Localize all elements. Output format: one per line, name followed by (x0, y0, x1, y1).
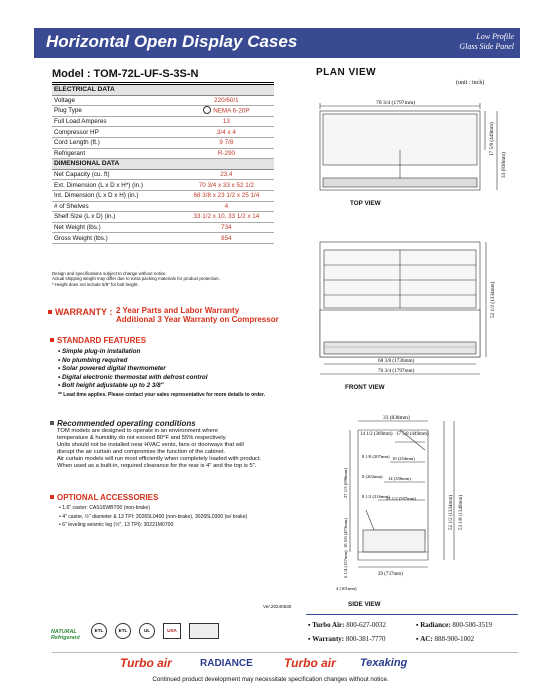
lead-time-note: ** Lead time applies. Please contact your sales representative for more details to order. (58, 391, 266, 398)
subtitle-line-1: Low Profile (476, 32, 514, 41)
plug-icon (203, 106, 211, 114)
side-view-h3: 6 1/4 (157mm) (343, 550, 348, 578)
plan-view-title: PLAN VIEW (316, 67, 377, 78)
side-view-shelf-1a: 8 1/8 (207mm) (362, 454, 390, 459)
operating-conditions-text: TOM models are designed to operate in an environment where temperature & humidity do not exceed 80°F and 55% respectively. Units should not be installed near HVAC vents, fans or doorways that will disrupt the air curtain and compromise the function of the cabinet. Air curtain models will run most efficiently when completely loaded with product. When used as a built-in, required clearance for the rear is 4" and the top is 5". (57, 428, 262, 469)
top-view-drawing (320, 103, 497, 190)
list-item: • Solar powered digital thermometer (58, 365, 166, 373)
bullet-square-icon (50, 495, 54, 499)
accessories-list (59, 504, 247, 530)
front-view-drawing (320, 242, 486, 374)
list-item: • 4" caster, ½" diameter & 13 TPI: 30265L0400 (non-brake), 30265L0300 (w/ brake) (59, 513, 248, 520)
spec-table (52, 84, 274, 244)
ul-logo: UL (139, 623, 155, 639)
unit-note: (unit : inch) (456, 80, 485, 86)
front-view-caption: FRONT VIEW (345, 384, 385, 391)
energy-badge-icon (189, 623, 219, 639)
contact-radiance: ▪ Radiance: 800-500-3519 (416, 621, 492, 629)
etl-sanitation-logo: ETL (115, 623, 131, 639)
list-item: • Bolt height adjustable up to 2 3/8" (58, 382, 164, 390)
spec-notes: Design and specifications subject to change without notice. Actual shipping weight may differ due to extra packing materials for product protection. * Height does not include 5/8" for bolt height. (52, 271, 220, 287)
electrical-data-header: ELECTRICAL DATA (52, 85, 274, 96)
spec-row: Full Load Amperes 13 (52, 116, 274, 127)
bullet-square-icon (50, 338, 54, 342)
side-view-h4: 4 (101mm) (336, 586, 357, 591)
side-view-total-b: 53 1/8 (1349mm) (459, 495, 464, 530)
spec-row: Int. Dimension (L x D x H) (in.) 68 3/8 x 23 1/2 x 25 1/4 (52, 190, 274, 201)
bullet-square-icon (48, 310, 52, 314)
top-view-caption: TOP VIEW (350, 200, 381, 207)
contact-block (306, 614, 518, 650)
spec-row: # of Shelves 4 (52, 201, 274, 212)
top-view-width: 70 3/4 (1797mm) (376, 100, 416, 106)
standard-features-title: STANDARD FEATURES (50, 336, 146, 345)
spec-row: Refrigerant R-290 (52, 148, 274, 159)
side-view-shelf-2a: 8 (202mm) (362, 474, 383, 479)
top-view-depth-b: 33 (838mm) (501, 152, 507, 178)
brand-divider (52, 652, 518, 653)
dimensional-data-header: DIMENSIONAL DATA (52, 159, 274, 170)
warranty-line-1: 2 Year Parts and Labor Warranty (116, 306, 240, 315)
texaking-logo: Texaking (360, 657, 408, 669)
side-view-shelf-3a: 8 1/2 (216mm) (362, 494, 390, 499)
spec-row: Cord Length (ft.) 9 7/8 (52, 137, 274, 148)
turbo-air-logo: Turbo air (120, 656, 172, 670)
front-view-width: 70 3/4 (1797mm) (378, 368, 415, 374)
natural-refrigerant-logo: NATURAL Refrigerant (51, 629, 80, 641)
warranty-label: WARRANTY : (48, 307, 112, 317)
side-view-h2: 18 5/8 (473mm) (343, 518, 348, 548)
side-view-top-a: 14 1/2 (369mm) (360, 432, 393, 437)
spec-row: Plug Type NEMA 6-20P (52, 106, 274, 117)
optional-accessories-title: OPTIONAL ACCESSORIES (50, 493, 158, 502)
front-view-inner-width: 68 3/8 (1736mm) (378, 358, 415, 364)
standard-features-list (58, 348, 265, 400)
turbo-air-logo-2: Turbo air (284, 656, 336, 670)
spec-row: Net Capacity (cu. ft) 23.4 (52, 169, 274, 180)
side-view-depth: 33 (838mm) (383, 415, 410, 421)
side-view-caption: SIDE VIEW (348, 601, 381, 608)
spec-row: Net Weight (lbs.) 734 (52, 222, 274, 233)
warranty-line-2: Additional 3 Year Warranty on Compressor (116, 315, 279, 324)
list-item: • 1.6" caster: CAS16WBT00 (non-brake) (59, 505, 151, 511)
contact-warranty: ▪ Warranty: 800-381-7770 (308, 635, 386, 643)
spec-row: Compressor HP 3/4 x 4 (52, 127, 274, 138)
side-view-total-a: 52 1/2 (1334mm) (449, 495, 454, 530)
etl-logo: ETL (91, 623, 107, 639)
spec-row: Ext. Dimension (L x D x H*) (in.) 70 3/4 x 33 x 52 1/2 (52, 180, 274, 191)
list-item: • No plumbing required (58, 356, 128, 364)
list-item: • Simple plug-in installation (58, 348, 141, 355)
contact-ac: ▪ AC: 888-900-1002 (416, 635, 475, 643)
side-view-base: 29 (737mm) (378, 572, 403, 577)
page-title: Horizontal Open Display Cases (46, 32, 298, 51)
usa-logo: USA (163, 623, 181, 639)
top-view-depth-a: 17 5/8 (449mm) (489, 122, 495, 156)
footer-note: Continued product development may necessitate specification changes without notice. (152, 676, 389, 683)
subtitle-line-2: Glass Side Panel (459, 42, 514, 51)
page-header (34, 28, 520, 58)
radiance-logo: RADIANCE (200, 658, 253, 669)
front-view-height: 52 1/2 (1334mm) (490, 281, 496, 318)
bullet-square-icon (50, 421, 54, 425)
spec-row: Shelf Size (L x D) (in.) 33 1/2 x 10, 33 1/2 x 14 (52, 212, 274, 223)
side-view-shelf-3b: 23 1/2 (597mm) (386, 496, 416, 501)
model-number: Model : TOM-72L-UF-S-3S-N (52, 68, 199, 80)
side-view-shelf-2b: 14 (356mm) (388, 476, 411, 481)
spec-row: Gross Weight (lbs.) 854 (52, 233, 274, 244)
list-item: • 6" leveling seismic leg (½", 13 TPI): 30221M0700 (59, 522, 174, 529)
model-underline (52, 82, 274, 83)
technical-drawings (300, 90, 520, 610)
list-item: • Digital electronic thermostat with defrost control (58, 373, 208, 381)
spec-row: Voltage 220/60/1 (52, 95, 274, 106)
contact-turbo-air: ▪ Turbo Air: 800-627-0032 (308, 621, 386, 629)
operating-conditions-title: Recommended operating conditions (50, 419, 196, 428)
version-label: Ver.20240530 (263, 604, 292, 609)
side-view-top-b: 17 5/8 (449mm) (396, 432, 429, 437)
side-view-shelf-1b: 10 (254mm) (392, 456, 415, 461)
side-view-h1: 27 1/2 (698mm) (343, 468, 348, 498)
page-subtitle (459, 32, 514, 52)
